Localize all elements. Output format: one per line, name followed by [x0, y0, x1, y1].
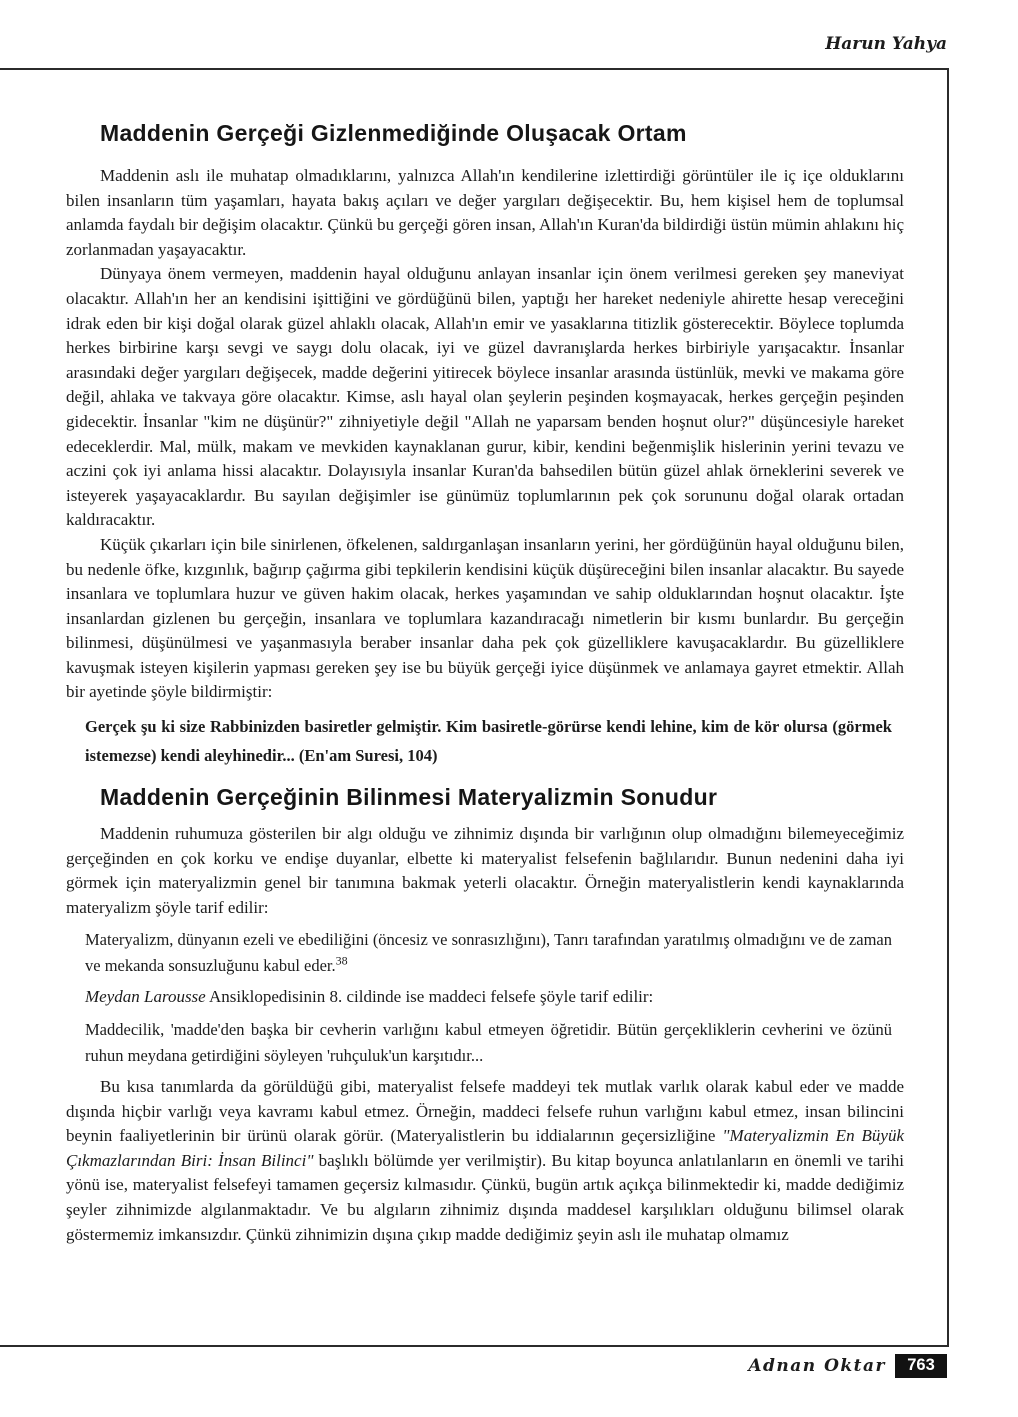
paragraph: Küçük çıkarları için bile sinirlenen, öfkelenen, saldırganlaşan insanların yerini, her gördüğünün hayal olduğunu bilen, bu nedenle öfke, kızgınlık, bağırıp çağırma gibi tepkilerin kendisini küçük düşüreceğini bilen insanlar alacaktır. Bu sayede insanlara ve toplumlara huzur ve güven hakim olacak, herkes yaşamından ve sahip olduklarından hoşnut olacaktır. İşte insanlardan gizlenen bu gerçeğin, insanlara ve toplumlara kazandıracağı nimetlerin bir kısmı bunlardır. Bu gerçeğin bilinmesi, düşünülmesi ve yaşanmasıyla beraber insanlar daha pek çok güzelliklere kavuşacaklardır. Bu güzelliklere kavuşmak isteyen kişilerin yapması gereken şey ise bu büyük gerçeği iyice düşünmek ve anlamaya gayret etmektir. Allah bir ayetinde şöyle bildirmiştir: [66, 534, 904, 702]
section-heading-2: Maddenin Gerçeğinin Bilinmesi Materyalizmin Sonudur [100, 784, 718, 811]
larousse-definition-quote: Maddecilik, 'madde'den başka bir cevherin varlığını kabul etmeyen öğretidir. Bütün gerçekliklerin cevherini ve özünü ruhun meydana getirdiğini söyleyen 'ruhçuluk'un karşıtıdır... [85, 1020, 892, 1066]
footnote-marker: 38 [335, 953, 348, 968]
larousse-intro-paragraph [85, 985, 904, 1010]
chapter-title-italic: "Materyalizmin En Büyük Çıkmazlarından Biri: İnsan Bilinci" [66, 1126, 905, 1170]
page-number-badge: 763 [895, 1354, 947, 1378]
closing-text-after: başlıklı bölümde yer verilmiştir). Bu kitap boyunca anlatılanların en önemli ve tarihi yönü ise, materyalist felsefeyi tamamen geçersiz kılmasıdır. Çünkü, bugün artık açıkça bilinmektedir ki, madde dediğimiz şeyler zihnimizde algılanmaktadır. Ve bu algıların zihnimiz dışında maddesel karşılıkları olduğunu bilimsel olarak göstermemiz imkansızdır. Çünkü zihnimizin dışına çıkıp madde dediğimiz şeyin aslı ile muhatap olmamız [66, 1150, 904, 1244]
paragraph: Maddenin aslı ile muhatap olmadıklarını, yalnızca Allah'ın kendilerine izlettirdiği görüntüler ile iç içe olduklarını bilen insanların tüm yaşamları, hayata bakış açıları ve değer yargıları değişecektir. Bu, hem kişisel hem de toplumsal anlamda faydalı bir değişim olacaktır. Çünkü bu gerçeği gören insan, Allah'ın Kuran'da bildirdiği üstün mümin ahlakını hiç zorlanmadan yaşayacaktır. [66, 166, 904, 259]
book-title-italic: Meydan Larousse [85, 987, 206, 1007]
running-header-author: Harun Yahya [825, 34, 947, 54]
paragraph: Dünyaya önem vermeyen, maddenin hayal olduğunu anlayan insanlar için önem verilmesi gereken şey maneviyat olacaktır. Allah'ın her an kendisini işittiğini ve gördüğünü bilen, yaptığı her hareket nedeniyle ahirette hesap vereceğini idrak eden bir kişi doğal olarak güzel ahlaklı olacak, Allah'ın emir ve yasaklarına titizlik gösterecektir. Böylece toplumda herkes birbirine karşı sevgi ve saygı dolu olacak, iyi ve güzel davranışlarda herkes birbiriyle yarışacaktır. İnsanlar arasındaki değer yargıları değişecek, madde değerini yitirecek böylece insanlar arasında üstünlük, mevki ve makama göre değil, ahlaka ve takvaya göre olacaktır. Kimse, aslı hayal olan şeylerin peşinden koşmayacak, herkes gerçeğin peşinden gidecektir. İnsanlar "kim ne düşünür?" zihniyetiyle değil "Allah ne yaparsam benden hoşnut olur?" düşüncesiyle hareket edeceklerdir. Mal, mülk, makam ve mevkiden kaynaklanan gurur, kibir, kendini beğenmişlik hislerinin yerini tevazu ve aczini çok iyi anlama hissi alacaktır. Dolayısıyla insanlar Kuran'da bahsedilen bütün güzel ahlak örneklerini severek ve isteyerek yaşayacaklardır. Bu sayılan değişimler ise günümüz toplumlarının pek çok sorununu doğal olarak ortadan kaldıracaktır. [66, 264, 904, 530]
page-content [66, 118, 904, 1247]
footer-author-name: Adnan Oktar [748, 1356, 886, 1376]
closing-text-before: Bu kısa tanımlarda da görüldüğü gibi, materyalist felsefe maddeyi tek mutlak varlık olarak kabul eder ve madde dışında hiçbir varlığı veya kavramı kabul etmez. Örneğin, maddeci felsefe ruhun varlığını kabul etmez, insan bilincini beynin faaliyetlerinin bir ürünü olarak görür. (Materyalistlerin bu iddialarının geçersizliğine [66, 1077, 904, 1146]
section-heading-1: Maddenin Gerçeği Gizlenmediğinde Oluşacak Ortam [100, 120, 687, 146]
page-footer [748, 1354, 947, 1378]
paragraph: Maddenin ruhumuza gösterilen bir algı olduğu ve zihnimiz dışında bir varlığının olup olmadığını bilemeyeceğimiz gerçeğinden en çok korku ve endişe duyanlar, elbette ki materyalist felsefenin bağlılarıdır. Bunun nedenini daha iyi görmek için materyalizmin genel bir tanımına bakmak yeterli olacaktır. Örneğin materyalistlerin kendi kaynaklarında materyalizm şöyle tarif edilir: [66, 824, 904, 917]
quote-text: Materyalizm, dünyanın ezeli ve ebediliğini (öncesiz ve sonrasızlığını), Tanrı tarafından yaratılmış olmadığını ve de zaman ve mekanda sonsuzluğunu kabul eder. [85, 930, 892, 976]
materialism-definition-quote [85, 927, 892, 979]
larousse-intro-rest: Ansiklopedisinin 8. cildinde ise maddeci felsefe şöyle tarif edilir: [205, 987, 654, 1007]
quran-verse-quote: Gerçek şu ki size Rabbinizden basiretler gelmiştir. Kim basiretle-görürse kendi lehine, kim de kör olursa (görmek istemezse) kendi aleyhinedir... (En'am Suresi, 104) [85, 717, 892, 766]
closing-paragraph [66, 1075, 904, 1247]
